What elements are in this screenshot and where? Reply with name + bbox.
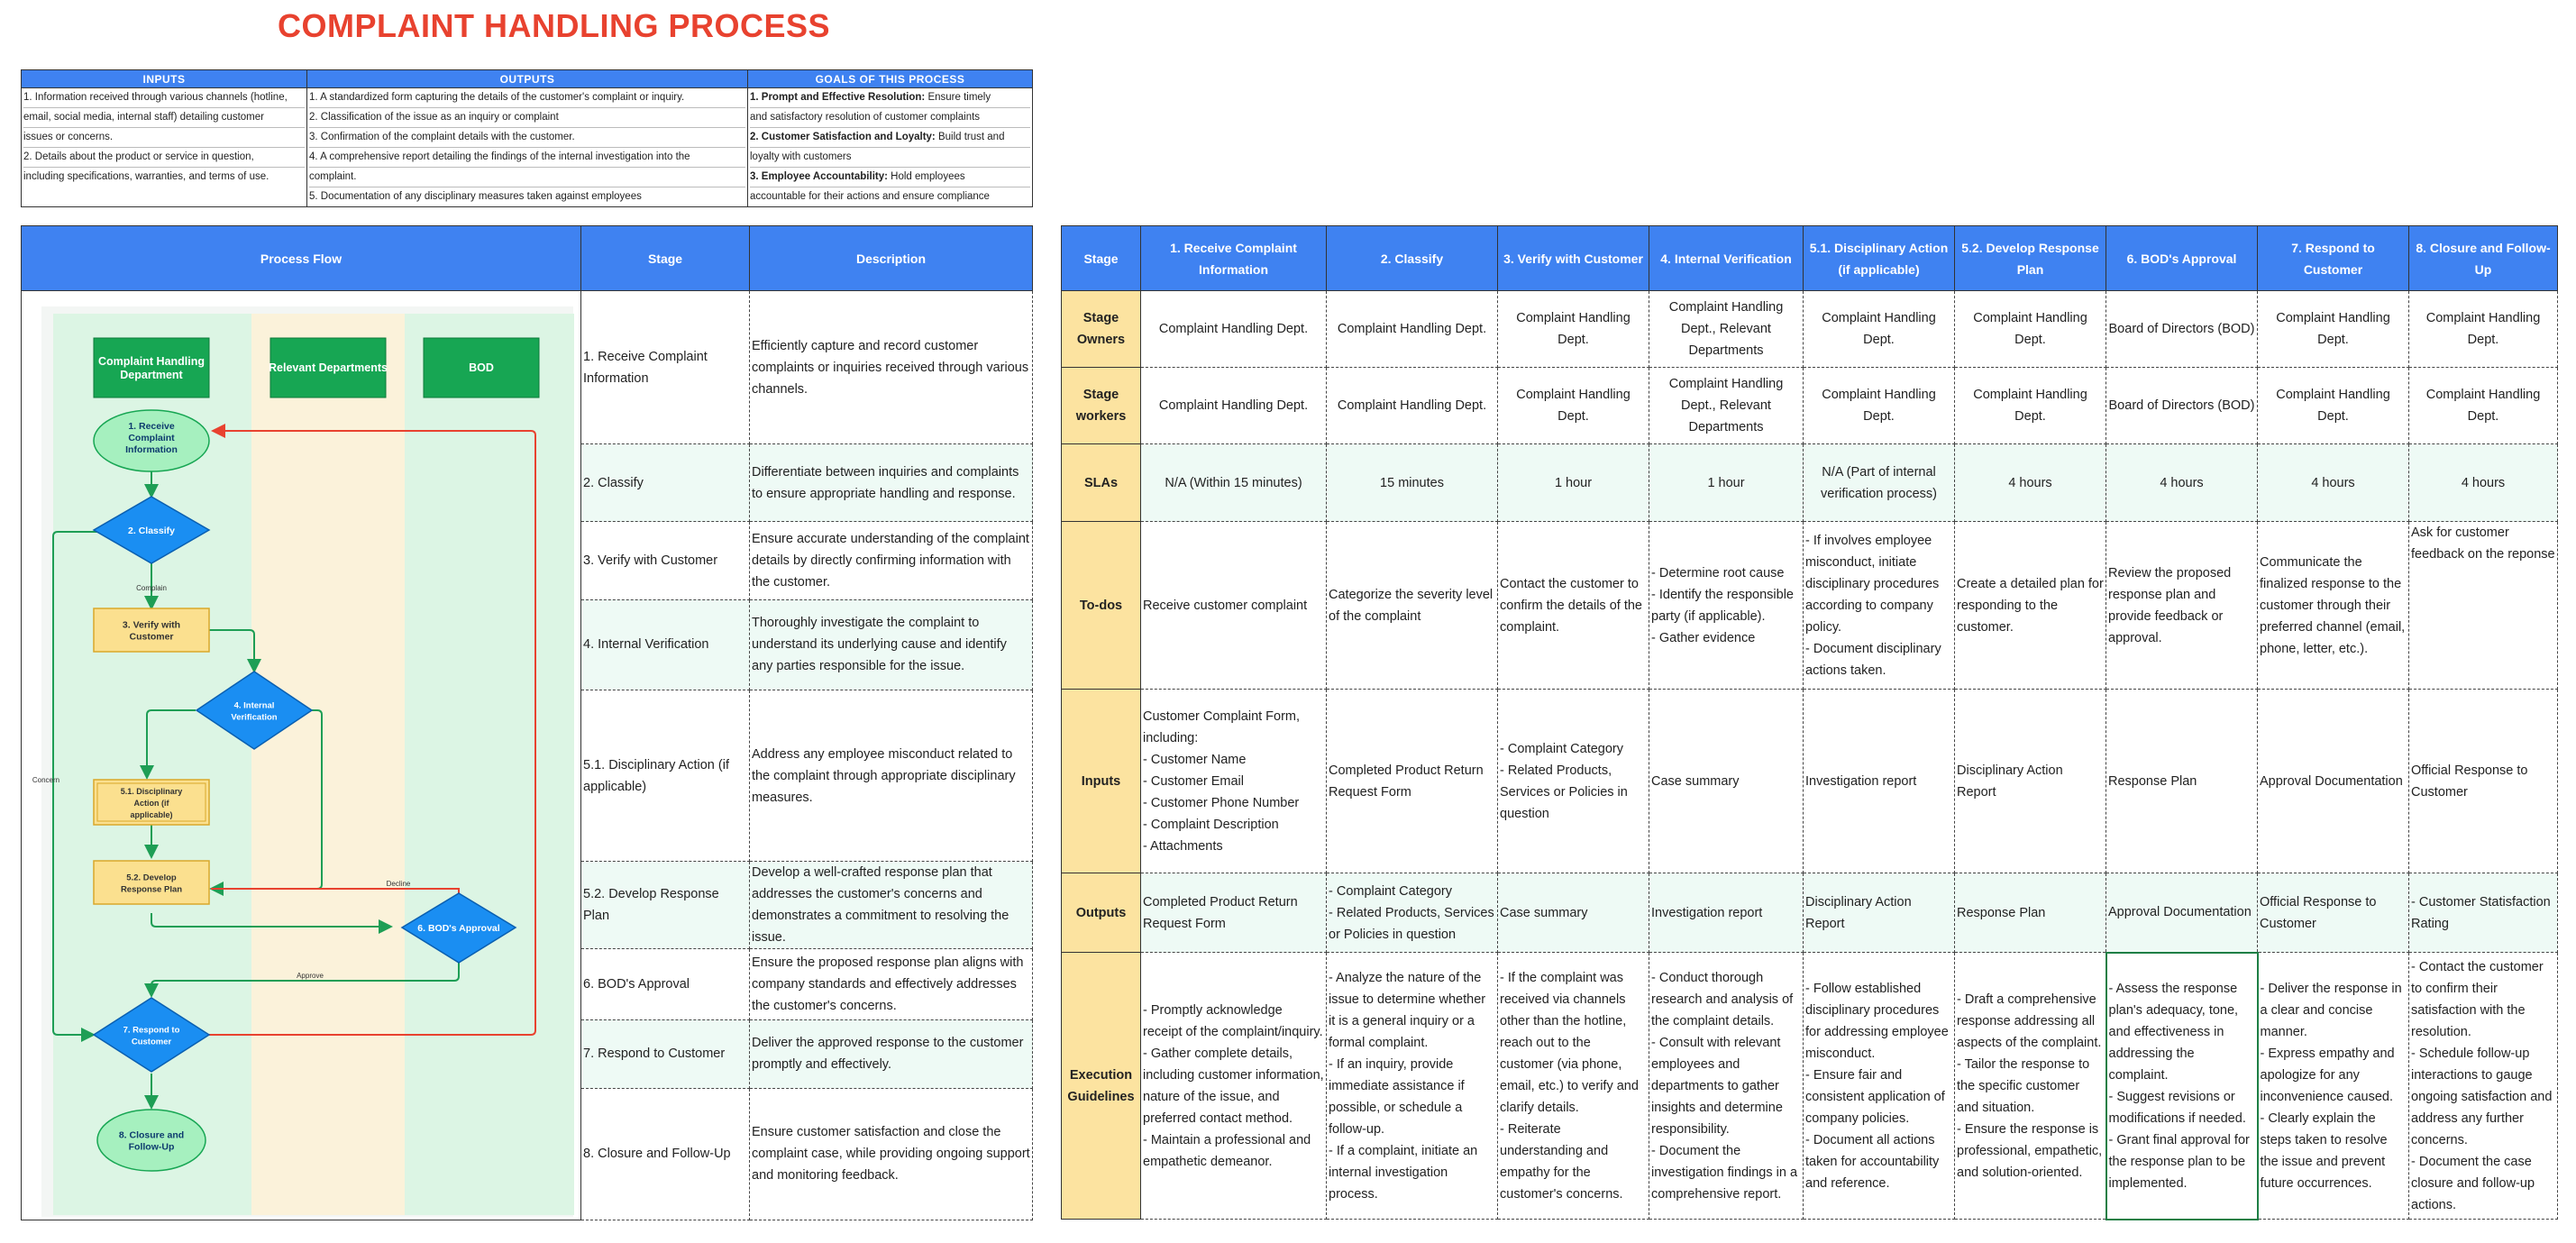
matrix-corner-header: Stage [1062, 226, 1141, 291]
inputs-line: including specifications, warranties, and terms of use. [23, 171, 269, 182]
process-table [21, 225, 1033, 1220]
goal-text: and satisfactory resolution of customer complaints [750, 112, 981, 123]
input-cell: Investigation report [1804, 690, 1955, 873]
input-cell: Completed Product Return Request Form [1327, 690, 1498, 873]
description-cell: Ensure customer satisfaction and close the complaint case, while providing ongoing support and monitoring feedback. [750, 1088, 1033, 1220]
matrix-column-header: 2. Classify [1327, 226, 1498, 291]
goal-line [750, 88, 1030, 108]
todo-cell: Review the proposed response plan and provide feedback or approval. [2106, 522, 2258, 690]
output-cell: Disciplinary Action Report [1804, 873, 1955, 953]
worker-cell: Complaint Handling Dept. [2258, 368, 2409, 444]
guideline-cell: - Follow established disciplinary procedures for addressing employee misconduct. - Ensure fair and consistent application of company policies. - Document all actions taken for accountability and reference. [1804, 953, 1955, 1220]
matrix-column-header: 5.1. Disciplinary Action (if applicable) [1804, 226, 1955, 291]
outputs-line: 5. Documentation of any disciplinary measures taken against employees [309, 191, 642, 202]
flowchart [22, 291, 580, 1220]
owner-cell: Complaint Handling Dept. [1327, 291, 1498, 368]
lane-title-line: Complaint Handling [97, 355, 206, 368]
input-cell: Case summary [1649, 690, 1804, 873]
worker-cell: Complaint Handling Dept., Relevant Departments [1649, 368, 1804, 444]
sla-cell: N/A (Part of internal verification process) [1804, 444, 1955, 522]
inputs-cell [22, 88, 307, 207]
node-label-line: 1. Receive [128, 421, 175, 432]
stage-cell: 5.1. Disciplinary Action (if applicable) [581, 690, 750, 861]
matrix-column-header: 1. Receive Complaint Information [1141, 226, 1327, 291]
node-label-line: 5.2. Develop [126, 873, 177, 883]
description-header: Description [750, 226, 1033, 291]
stage-matrix-table [1061, 225, 2558, 1220]
output-cell: - Customer Statisfaction Rating [2409, 873, 2558, 953]
sla-cell: 4 hours [2258, 444, 2409, 522]
inputs-line: 2. Details about the product or service in question, [23, 148, 305, 168]
process-flow-cell [22, 291, 581, 1220]
node-label-line: 4. Internal [233, 700, 275, 711]
goals-cell [748, 88, 1033, 207]
sla-cell: 4 hours [2106, 444, 2258, 522]
worker-cell: Complaint Handling Dept. [1804, 368, 1955, 444]
inputs-line: issues or concerns. [23, 128, 305, 148]
goal-line [750, 168, 1030, 187]
todo-cell: Communicate the finalized response to the customer through their preferred channel (email, phone, letter, etc.). [2258, 522, 2409, 690]
node-1-label [125, 421, 178, 455]
node-8-label [119, 1130, 184, 1153]
stage-cell: 5.2. Develop Response Plan [581, 862, 750, 949]
owner-cell: Board of Directors (BOD) [2106, 291, 2258, 368]
lane-bod [405, 314, 574, 1215]
sla-cell: 15 minutes [1327, 444, 1498, 522]
node-label-line: 8. Closure and [118, 1129, 185, 1141]
guideline-cell: - Contact the customer to confirm their satisfaction with the resolution. - Schedule follow-up interactions to gauge ongoing satisfaction and address any further concerns. - Document the case closure and follow-up actions. [2409, 953, 2558, 1220]
node-label-line: Follow-Up [128, 1141, 175, 1153]
stage-header: Stage [581, 226, 750, 291]
label-decline: Decline [386, 880, 411, 888]
description-cell: Address any employee misconduct related to the complaint through appropriate disciplinary measures. [750, 690, 1033, 861]
matrix-column-header: 4. Internal Verification [1649, 226, 1804, 291]
goal-bold: 2. Customer Satisfaction and Loyalty: [750, 132, 936, 142]
input-cell: Response Plan [2106, 690, 2258, 873]
stage-cell: 8. Closure and Follow-Up [581, 1088, 750, 1220]
todo-cell: Categorize the severity level of the complaint [1327, 522, 1498, 690]
description-cell: Thoroughly investigate the complaint to understand its underlying cause and identify any parties responsible for the issue. [750, 599, 1033, 690]
label-complain: Complain [136, 584, 167, 592]
input-cell: Customer Complaint Form, including: - Customer Name - Customer Email - Customer Phone Number - Complaint Description - Attachments [1141, 690, 1327, 873]
goal-bold: 1. Prompt and Effective Resolution: [750, 92, 926, 103]
goal-line [750, 128, 1030, 148]
outputs-line: 4. A comprehensive report detailing the findings of the internal investigation into the [309, 148, 745, 168]
output-cell: - Complaint Category - Related Products, Services or Policies in question [1327, 873, 1498, 953]
stage-cell: 1. Receive Complaint Information [581, 291, 750, 444]
todo-cell: - If involves employee misconduct, initiate disciplinary procedures according to company policy. - Document disciplinary actions taken. [1804, 522, 1955, 690]
input-cell: Approval Documentation [2258, 690, 2409, 873]
goal-text: Build trust and [935, 132, 1005, 142]
goal-text: Hold employees [887, 171, 965, 182]
worker-cell: Complaint Handling Dept. [1141, 368, 1327, 444]
owner-cell: Complaint Handling Dept. [2409, 291, 2558, 368]
guideline-cell: - Promptly acknowledge receipt of the complaint/inquiry. - Gather complete details, including customer information, nature of the issue, and preferred contact method. - Maintain a professional and empathetic demeanor. [1141, 953, 1327, 1220]
goal-line [750, 187, 1030, 206]
owner-cell: Complaint Handling Dept. [1141, 291, 1327, 368]
todo-cell: Ask for customer feedback on the reponse [2409, 522, 2558, 690]
sla-cell: 1 hour [1498, 444, 1649, 522]
input-cell: - Complaint Category - Related Products, Services or Policies in question [1498, 690, 1649, 873]
stage-cell: 7. Respond to Customer [581, 1019, 750, 1088]
owner-cell: Complaint Handling Dept., Relevant Departments [1649, 291, 1804, 368]
inputs-line: email, social media, internal staff) detailing customer [23, 108, 305, 128]
input-cell: Disciplinary Action Report [1955, 690, 2106, 873]
goal-text: Ensure timely [925, 92, 991, 103]
node-label-line: Complaint [128, 433, 175, 443]
todo-cell: Receive customer complaint [1141, 522, 1327, 690]
row-header-todos: To-dos [1062, 522, 1141, 690]
lane-relevant-departments [251, 314, 405, 1215]
row-header-inputs: Inputs [1062, 690, 1141, 873]
node-label-line: Response Plan [120, 884, 183, 895]
page-title: COMPLAINT HANDLING PROCESS [278, 7, 831, 44]
goal-line [750, 108, 1030, 128]
description-cell: Develop a well-crafted response plan that addresses the customer's concerns and demonstrates a commitment to resolving the issue. [750, 862, 1033, 949]
goals-header: GOALS OF THIS PROCESS [748, 70, 1033, 88]
matrix-column-header: 3. Verify with Customer [1498, 226, 1649, 291]
node-label-line: applicable) [130, 810, 173, 819]
guideline-cell: - Analyze the nature of the issue to determine whether it is a general inquiry or a formal complaint. - If an inquiry, provide immediate assistance if possible, or schedule a follow-up. - If a complaint, initiate an internal investigation process. [1327, 953, 1498, 1220]
output-cell: Response Plan [1955, 873, 2106, 953]
todo-cell: - Determine root cause - Identify the responsible party (if applicable). - Gather evidence [1649, 522, 1804, 690]
label-approve: Approve [297, 972, 324, 980]
stage-cell: 6. BOD's Approval [581, 949, 750, 1019]
outputs-cell [307, 88, 748, 207]
matrix-column-header: 5.2. Develop Response Plan [1955, 226, 2106, 291]
node-2-label: 2. Classify [128, 526, 175, 536]
node-label-line: Customer [129, 631, 174, 643]
node-label-line: Information [125, 444, 178, 455]
row-header-workers: Stage workers [1062, 368, 1141, 444]
worker-cell: Complaint Handling Dept. [1327, 368, 1498, 444]
guideline-cell: - Draft a comprehensive response addressing all aspects of the complaint. - Tailor the response to the specific customer and situation. - Ensure the response is professional, empathetic, and solution-oriented. [1955, 953, 2106, 1220]
lane-title-bod: BOD [469, 361, 494, 374]
output-cell: Approval Documentation [2106, 873, 2258, 953]
node-label-line: Customer [131, 1037, 172, 1047]
process-flow-header: Process Flow [22, 226, 581, 291]
goal-bold: 3. Employee Accountability: [750, 171, 888, 182]
worker-cell: Complaint Handling Dept. [2409, 368, 2558, 444]
lane-header-complaint-handling [94, 338, 209, 398]
todo-cell: Contact the customer to confirm the details of the complaint. [1498, 522, 1649, 690]
sla-cell: 4 hours [1955, 444, 2106, 522]
owner-cell: Complaint Handling Dept. [1955, 291, 2106, 368]
lane-title-relevant: Relevant Departments [269, 361, 388, 374]
summary-table [21, 69, 1033, 207]
outputs-line: 1. A standardized form capturing the details of the customer's complaint or inquiry. [309, 88, 745, 108]
node-3-label [123, 620, 180, 643]
description-cell: Deliver the approved response to the customer promptly and effectively. [750, 1019, 1033, 1088]
stage-cell: 2. Classify [581, 444, 750, 522]
node-6-label: 6. BOD's Approval [417, 923, 500, 934]
output-cell: Investigation report [1649, 873, 1804, 953]
outputs-line: 3. Confirmation of the complaint details with the customer. [309, 128, 745, 148]
row-header-guidelines: Execution Guidelines [1062, 953, 1141, 1220]
output-cell: Official Response to Customer [2258, 873, 2409, 953]
matrix-column-header: 6. BOD's Approval [2106, 226, 2258, 291]
outputs-line: complaint. [309, 168, 745, 187]
node-label-line: Verification [231, 712, 278, 723]
outputs-header: OUTPUTS [307, 70, 748, 88]
node-label-line: 3. Verify with [122, 619, 181, 631]
goal-text: accountable for their actions and ensure compliance [750, 191, 990, 202]
row-header-slas: SLAs [1062, 444, 1141, 522]
worker-cell: Complaint Handling Dept. [1955, 368, 2106, 444]
output-cell: Completed Product Return Request Form [1141, 873, 1327, 953]
sla-cell: N/A (Within 15 minutes) [1141, 444, 1327, 522]
description-cell: Ensure the proposed response plan aligns with company standards and effectively addresses the customer's concerns. [750, 949, 1033, 1019]
label-concern: Concern [32, 776, 60, 784]
node-label-line: 5.1. Disciplinary [120, 787, 183, 796]
description-cell: Efficiently capture and record customer complaints or inquiries received through various channels. [750, 291, 1033, 444]
outputs-line: 2. Classification of the issue as an inquiry or complaint [309, 108, 745, 128]
goal-text: loyalty with customers [750, 151, 852, 162]
row-header-outputs: Outputs [1062, 873, 1141, 953]
sla-cell: 4 hours [2409, 444, 2558, 522]
matrix-column-header: 8. Closure and Follow-Up [2409, 226, 2558, 291]
worker-cell: Complaint Handling Dept. [1498, 368, 1649, 444]
lane-title-line: Department [120, 369, 183, 381]
stage-cell: 4. Internal Verification [581, 599, 750, 690]
stage-cell: 3. Verify with Customer [581, 522, 750, 599]
row-header-owners: Stage Owners [1062, 291, 1141, 368]
input-cell: Official Response to Customer [2409, 690, 2558, 873]
inputs-header: INPUTS [22, 70, 307, 88]
node-label-line: Action (if [133, 799, 169, 808]
matrix-column-header: 7. Respond to Customer [2258, 226, 2409, 291]
guideline-cell: - Conduct thorough research and analysis of the complaint details. - Consult with relevant employees and departments to gather insights and determine responsibility. - Document the investigation findings in a comprehensive report. [1649, 953, 1804, 1220]
owner-cell: Complaint Handling Dept. [1804, 291, 1955, 368]
todo-cell: Create a detailed plan for responding to the customer. [1955, 522, 2106, 690]
description-cell: Ensure accurate understanding of the complaint details by directly confirming information with the customer. [750, 522, 1033, 599]
node-label-line: 7. Respond to [123, 1025, 180, 1036]
inputs-line: 1. Information received through various channels (hotline, [23, 88, 305, 108]
sla-cell: 1 hour [1649, 444, 1804, 522]
guideline-cell: - Deliver the response in a clear and concise manner. - Express empathy and apologize for any inconvenience caused. - Clearly explain the steps taken to resolve the issue and prevent future occurrences. [2258, 953, 2409, 1220]
worker-cell: Board of Directors (BOD) [2106, 368, 2258, 444]
goal-line [750, 148, 1030, 168]
description-cell: Differentiate between inquiries and complaints to ensure appropriate handling and response. [750, 444, 1033, 522]
output-cell: Case summary [1498, 873, 1649, 953]
owner-cell: Complaint Handling Dept. [2258, 291, 2409, 368]
guideline-cell-selected[interactable]: - Assess the response plan's adequacy, tone, and effectiveness in addressing the complaint. - Suggest revisions or modifications if needed. - Grant final approval for the response plan to be implemented. [2106, 953, 2258, 1220]
owner-cell: Complaint Handling Dept. [1498, 291, 1649, 368]
guideline-cell: - If the complaint was received via channels other than the hotline, reach out to the customer (via phone, email, etc.) to verify and clarify details. - Reiterate understanding and empathy for the customer's concerns. [1498, 953, 1649, 1220]
